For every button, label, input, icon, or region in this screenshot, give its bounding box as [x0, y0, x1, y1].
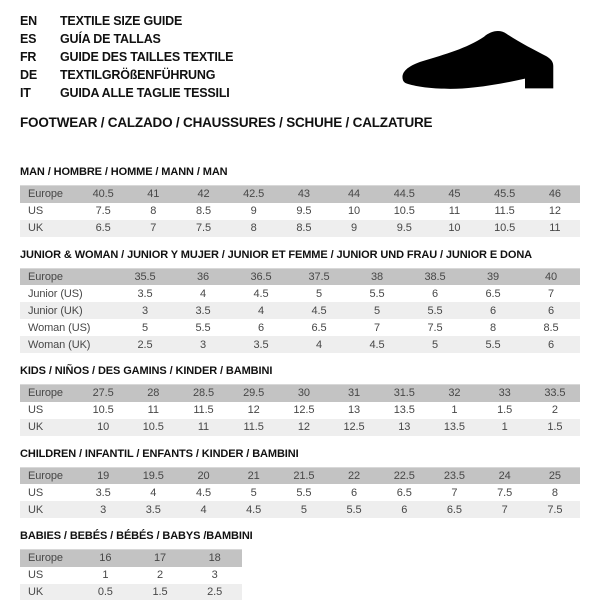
row-label-cell: US: [28, 205, 44, 217]
value-cell: 3.5: [253, 338, 269, 351]
table-row: [20, 484, 580, 501]
value-cell: 20: [197, 469, 210, 482]
header-row: [20, 467, 580, 484]
header-row: [20, 186, 580, 203]
value-cell: 9: [250, 205, 257, 217]
value-cell: 12.5: [343, 421, 365, 433]
table-row: [20, 567, 242, 584]
value-cell: 16: [99, 552, 112, 565]
row-label-cell: US: [28, 569, 44, 581]
table-row: [20, 501, 580, 518]
value-cell: 19.5: [142, 469, 164, 482]
value-cell: 43: [297, 188, 310, 201]
value-cell: 10.5: [92, 404, 114, 416]
value-cell: 6: [351, 486, 358, 499]
value-cell: 5: [315, 287, 323, 300]
value-cell: 8: [489, 321, 497, 334]
value-cell: 2.5: [137, 338, 153, 351]
value-cell: 13.5: [443, 421, 465, 433]
value-cell: 28.5: [192, 387, 214, 400]
language-label: GUÍA DE TALLAS: [60, 32, 161, 46]
value-cell: 5.5: [369, 287, 385, 300]
value-cell: 28: [147, 387, 160, 400]
row-label-cell: Europe: [28, 188, 63, 201]
value-cell: 4: [257, 304, 265, 317]
value-cell: 5.5: [427, 304, 443, 317]
row-label-cell: US: [28, 486, 44, 499]
value-cell: 23.5: [443, 469, 465, 482]
table-row: [20, 584, 242, 600]
size-section: [20, 530, 580, 600]
value-cell: 8: [250, 222, 257, 234]
table-row: [20, 302, 580, 319]
value-cell: 37.5: [308, 270, 330, 283]
value-cell: 6.5: [485, 287, 501, 300]
value-cell: 4.5: [253, 287, 269, 300]
value-cell: 1.5: [152, 586, 168, 598]
value-cell: 6.5: [311, 321, 327, 334]
size-table: [20, 467, 580, 519]
value-cell: 8.5: [195, 205, 211, 217]
value-cell: 10.5: [142, 421, 164, 433]
value-cell: 40.5: [92, 188, 114, 201]
language-label: GUIDE DES TAILLES TEXTILE: [60, 50, 234, 64]
value-cell: 2: [551, 404, 558, 416]
value-cell: 3: [141, 304, 149, 317]
language-code: ES: [20, 32, 37, 46]
value-cell: 6: [547, 304, 555, 317]
value-cell: 30: [297, 387, 310, 400]
value-cell: 3.5: [137, 287, 153, 300]
value-cell: 7.5: [497, 486, 513, 499]
value-cell: 6: [257, 321, 265, 334]
value-cell: 3.5: [95, 486, 111, 499]
value-cell: 7: [501, 503, 508, 516]
value-cell: 45: [448, 188, 461, 201]
value-cell: 22: [348, 469, 361, 482]
value-cell: 39: [486, 270, 500, 283]
size-table: [20, 384, 580, 436]
value-cell: 38: [370, 270, 384, 283]
value-cell: 31: [348, 387, 361, 400]
value-cell: 7: [451, 486, 458, 499]
value-cell: 6.5: [396, 486, 412, 499]
value-cell: 10: [448, 222, 461, 234]
language-code: DE: [20, 68, 37, 82]
value-cell: 8: [150, 205, 157, 217]
value-cell: 2.5: [207, 586, 223, 598]
value-cell: 7.5: [195, 222, 211, 234]
row-label-cell: US: [28, 404, 44, 416]
language-label: TEXTILGRÖßENFÜHRUNG: [60, 68, 216, 82]
value-cell: 8.5: [543, 321, 559, 334]
value-cell: 44: [348, 188, 361, 201]
language-code: EN: [20, 14, 37, 28]
value-cell: 7: [150, 222, 157, 234]
section-title: BABIES / BEBÉS / BÉBÉS / BABYS /BAMBINI: [20, 530, 253, 542]
value-cell: 7.5: [547, 503, 563, 516]
value-cell: 32: [448, 387, 461, 400]
row-label-cell: Woman (US): [28, 321, 91, 334]
value-cell: 11: [448, 205, 461, 217]
section-title: MAN / HOMBRE / HOMME / MANN / MAN: [20, 166, 228, 178]
value-cell: 8: [551, 486, 558, 499]
size-section: [20, 166, 580, 237]
value-cell: 45.5: [494, 188, 516, 201]
value-cell: 13: [348, 404, 361, 416]
value-cell: 4: [315, 338, 323, 351]
value-cell: 6.5: [95, 222, 111, 234]
row-label-cell: UK: [28, 586, 44, 598]
value-cell: 1: [501, 421, 508, 433]
value-cell: 21: [247, 469, 260, 482]
value-cell: 0.5: [97, 586, 113, 598]
size-table: [20, 185, 580, 237]
size-table: [20, 549, 242, 600]
value-cell: 18: [208, 552, 221, 565]
value-cell: 11: [147, 404, 159, 416]
value-cell: 6: [431, 287, 439, 300]
value-cell: 25: [548, 469, 561, 482]
value-cell: 10: [348, 205, 361, 217]
value-cell: 31.5: [393, 387, 415, 400]
value-cell: 11: [549, 222, 561, 234]
value-cell: 33.5: [544, 387, 566, 400]
value-cell: 4: [200, 503, 207, 516]
row-label-cell: Woman (UK): [28, 338, 91, 351]
value-cell: 11.5: [494, 205, 515, 217]
footwear-category-title: FOOTWEAR / CALZADO / CHAUSSURES / SCHUHE / CALZATURE: [20, 115, 433, 130]
row-label-cell: Junior (US): [28, 287, 83, 300]
value-cell: 5: [300, 503, 307, 516]
value-cell: 9.5: [396, 222, 412, 234]
section-title: CHILDREN / INFANTIL / ENFANTS / KINDER / BAMBINI: [20, 447, 299, 460]
language-label: TEXTILE SIZE GUIDE: [60, 14, 183, 28]
language-code: FR: [20, 50, 37, 64]
value-cell: 9: [351, 222, 358, 234]
size-section: [20, 249, 580, 354]
row-label-cell: Junior (UK): [28, 304, 83, 317]
value-cell: 1.5: [497, 404, 513, 416]
value-cell: 36.5: [250, 270, 272, 283]
value-cell: 41: [147, 188, 160, 201]
value-cell: 5.5: [296, 486, 312, 499]
row-label-cell: UK: [28, 222, 44, 234]
value-cell: 11.5: [243, 421, 264, 433]
row-label-cell: Europe: [28, 387, 63, 400]
row-label-cell: Europe: [28, 552, 63, 565]
value-cell: 4.5: [369, 338, 385, 351]
value-cell: 1.5: [547, 421, 563, 433]
value-cell: 5.5: [195, 321, 211, 334]
value-cell: 10.5: [393, 205, 415, 217]
header-row: [20, 385, 580, 402]
value-cell: 4: [199, 287, 207, 300]
table-row: [20, 319, 580, 336]
value-cell: 7.5: [95, 205, 111, 217]
value-cell: 4.5: [311, 304, 327, 317]
value-cell: 35.5: [134, 270, 156, 283]
value-cell: 1: [102, 569, 109, 581]
value-cell: 5.5: [346, 503, 362, 516]
value-cell: 3.5: [195, 304, 211, 317]
value-cell: 3.5: [145, 503, 161, 516]
table-row: [20, 203, 580, 220]
value-cell: 5: [250, 486, 257, 499]
table-row: [20, 336, 580, 353]
value-cell: 27.5: [92, 387, 114, 400]
table-row: [20, 402, 580, 419]
dress-shoe-icon: [396, 26, 576, 104]
value-cell: 29.5: [243, 387, 265, 400]
value-cell: 44.5: [393, 188, 415, 201]
header-row: [20, 550, 242, 567]
value-cell: 11: [197, 421, 210, 433]
header-row: [20, 268, 580, 285]
value-cell: 10.5: [494, 222, 516, 234]
value-cell: 33: [498, 387, 511, 400]
value-cell: 8.5: [296, 222, 312, 234]
value-cell: 5: [431, 338, 439, 351]
table-row: [20, 285, 580, 302]
section-title: JUNIOR & WOMAN / JUNIOR Y MUJER / JUNIOR ET FEMME / JUNIOR UND FRAU / JUNIOR E DONA: [20, 248, 533, 261]
value-cell: 13: [398, 421, 411, 433]
value-cell: 12: [247, 404, 260, 416]
value-cell: 7: [373, 321, 381, 334]
value-cell: 3: [211, 569, 218, 581]
value-cell: 6.5: [446, 503, 462, 516]
value-cell: 6: [401, 503, 408, 516]
value-cell: 21.5: [293, 469, 315, 482]
value-cell: 5: [373, 304, 381, 317]
value-cell: 6: [489, 304, 497, 317]
value-cell: 5: [141, 321, 149, 334]
value-cell: 42.5: [243, 188, 265, 201]
value-cell: 4.5: [195, 486, 211, 499]
size-tables-container: [20, 166, 580, 600]
value-cell: 1: [451, 404, 458, 416]
value-cell: 4.5: [246, 503, 262, 516]
value-cell: 3: [100, 503, 107, 516]
value-cell: 2: [156, 569, 163, 581]
value-cell: 46: [548, 188, 561, 201]
value-cell: 12: [548, 205, 561, 217]
language-label: GUIDA ALLE TAGLIE TESSILI: [60, 86, 230, 100]
value-cell: 10: [97, 421, 110, 433]
section-title: KIDS / NIÑOS / DES GAMINS / KINDER / BAMBINI: [20, 365, 273, 377]
size-section: [20, 448, 580, 519]
value-cell: 4: [150, 486, 157, 499]
value-cell: 38.5: [424, 270, 446, 283]
value-cell: 12.5: [293, 404, 315, 416]
value-cell: 13.5: [393, 404, 415, 416]
value-cell: 17: [153, 552, 166, 565]
value-cell: 9.5: [296, 205, 312, 217]
value-cell: 7: [547, 287, 555, 300]
size-section: [20, 365, 580, 436]
table-row: [20, 220, 580, 237]
value-cell: 36: [196, 270, 210, 283]
row-label-cell: Europe: [28, 270, 63, 283]
value-cell: 22.5: [393, 469, 415, 482]
table-row: [20, 419, 580, 436]
row-label-cell: UK: [28, 503, 44, 516]
value-cell: 19: [97, 469, 110, 482]
row-label-cell: UK: [28, 421, 44, 433]
value-cell: 11.5: [193, 404, 214, 416]
value-cell: 40: [544, 270, 558, 283]
language-code: IT: [20, 86, 31, 100]
row-label-cell: Europe: [28, 469, 63, 482]
size-table: [20, 268, 580, 354]
value-cell: 6: [547, 338, 555, 351]
value-cell: 5.5: [485, 338, 501, 351]
value-cell: 24: [498, 469, 511, 482]
value-cell: 7.5: [427, 321, 443, 334]
value-cell: 42: [197, 188, 210, 201]
value-cell: 12: [297, 421, 310, 433]
value-cell: 3: [199, 338, 207, 351]
